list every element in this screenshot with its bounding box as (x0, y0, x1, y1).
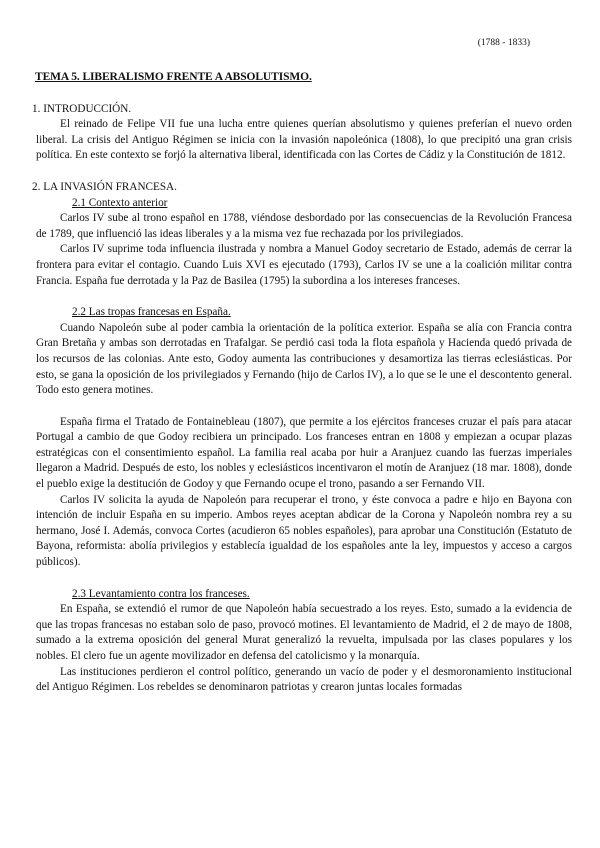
paragraph: Carlos IV solicita la ayuda de Napoleón para recuperar el trono, y éste convoca a padre e hijo en Bayona con intención de incluir España en su imperio. Ambos reyes aceptan abdicar de la Corona y Napoleón nombra rey a su hermano, José I. Además, convoca Cortes (acudieron 65 nobles españoles), para aprobar una Constitución (Estatuto de Bayona, reformista: abolía privilegios y establecía igualdad de los españoles ante la ley, impuestos y acceso a cargos públicos). (36, 493, 572, 569)
subsection-heading-contexto-anterior: 2.1 Contexto anterior (72, 196, 168, 209)
document-title: TEMA 5. LIBERALISMO FRENTE A ABSOLUTISMO. (35, 71, 312, 83)
paragraph: En España, se extendió el rumor de que Napoleón había secuestrado a los reyes. Esto, sumado a la evidencia de que las tropas francesas no estaban solo de paso, provocó motines. El levantamiento de Madrid, el 2 de mayo de 1808, sumado a la extrema oposición del general Murat generalizó la revuelta, impulsada por las clases populares y los nobles. El clero fue un agente movilizador en defensa del catolicismo y la monarquía. (36, 603, 572, 662)
paragraph: Carlos IV sube al trono español en 1788, viéndose desbordado por las consecuencias de la Revolución Francesa de 1789, que influenció las ideas liberales y a la misma vez fue rechazada por los privilegiados. (36, 212, 572, 240)
paragraph: El reinado de Felipe VII fue una lucha entre quienes querían absolutismo y quienes preferían el nuevo orden liberal. La crisis del Antiguo Régimen se inicia con la invasión napoleónica (1808), lo que precipitó una gran crisis política. En este contexto se forjó la alternativa liberal, identificada con las Cortes de Cádiz y la Constitución de 1812. (36, 118, 572, 162)
paragraph: Carlos IV suprime toda influencia ilustrada y nombra a Manuel Godoy secretario de Estado, además de cerrar la frontera para evitar el contagio. Cuando Luis XVI es ejecutado (1793), Carlos IV se une a la coalición militar contra Francia. España fue derrotada y la Paz de Basilea (1795) la subordina a los intereses franceses. (36, 243, 572, 287)
subsection-heading-tropas-francesas: 2.2 Las tropas francesas en España. (72, 306, 231, 319)
paragraph: Cuando Napoleón sube al poder cambia la orientación de la política exterior. España se alía con Francia contra Gran Bretaña y ambas son derrotadas en Trafalgar. Se perdió casi toda la flota española y Hacienda quedó privada de los recursos de las colonias. Ante esto, Godoy aumenta las contribuciones y desamortiza las tierras eclesiásticas. Por esto, se gana la oposición de los privilegiados y Fernando (hijo de Carlos IV), a lo que se le une el descontento general. Todo esto genera motines. (36, 321, 572, 397)
section-heading-invasion-francesa: 2. LA INVASIÓN FRANCESA. (32, 180, 177, 193)
section-heading-introduccion: 1. INTRODUCCIÓN. (32, 102, 132, 115)
paragraph: Las instituciones perdieron el control político, generando un vacío de poder y el desmoronamiento institucional del Antiguo Régimen. Los rebeldes se denominaron patriotas y crearon juntas locales formadas (36, 665, 572, 694)
paragraph: España firma el Tratado de Fontainebleau (1807), que permite a los ejércitos franceses cruzar el país para atacar Portugal a cambio de que Godoy recibiera un principado. Los franceses entran en 1808 y empiezan a ocupar plazas estratégicas con el consentimiento español. La familia real acaba por huir a Aranjuez cuando las fuerzas imperiales llegaron a Madrid. Después de esto, los nobles y eclesiásticos incentivaron el motín de Aranjuez (18 mar. 1808), donde el pueblo exige la destitución de Godoy y que Fernando ocupe el trono, pasando a ser Fernando VII. (36, 415, 572, 491)
date-range-header: (1788 - 1833) (477, 38, 530, 48)
subsection-heading-levantamiento: 2.3 Levantamiento contra los franceses. (72, 587, 250, 600)
document-body (32, 70, 572, 696)
